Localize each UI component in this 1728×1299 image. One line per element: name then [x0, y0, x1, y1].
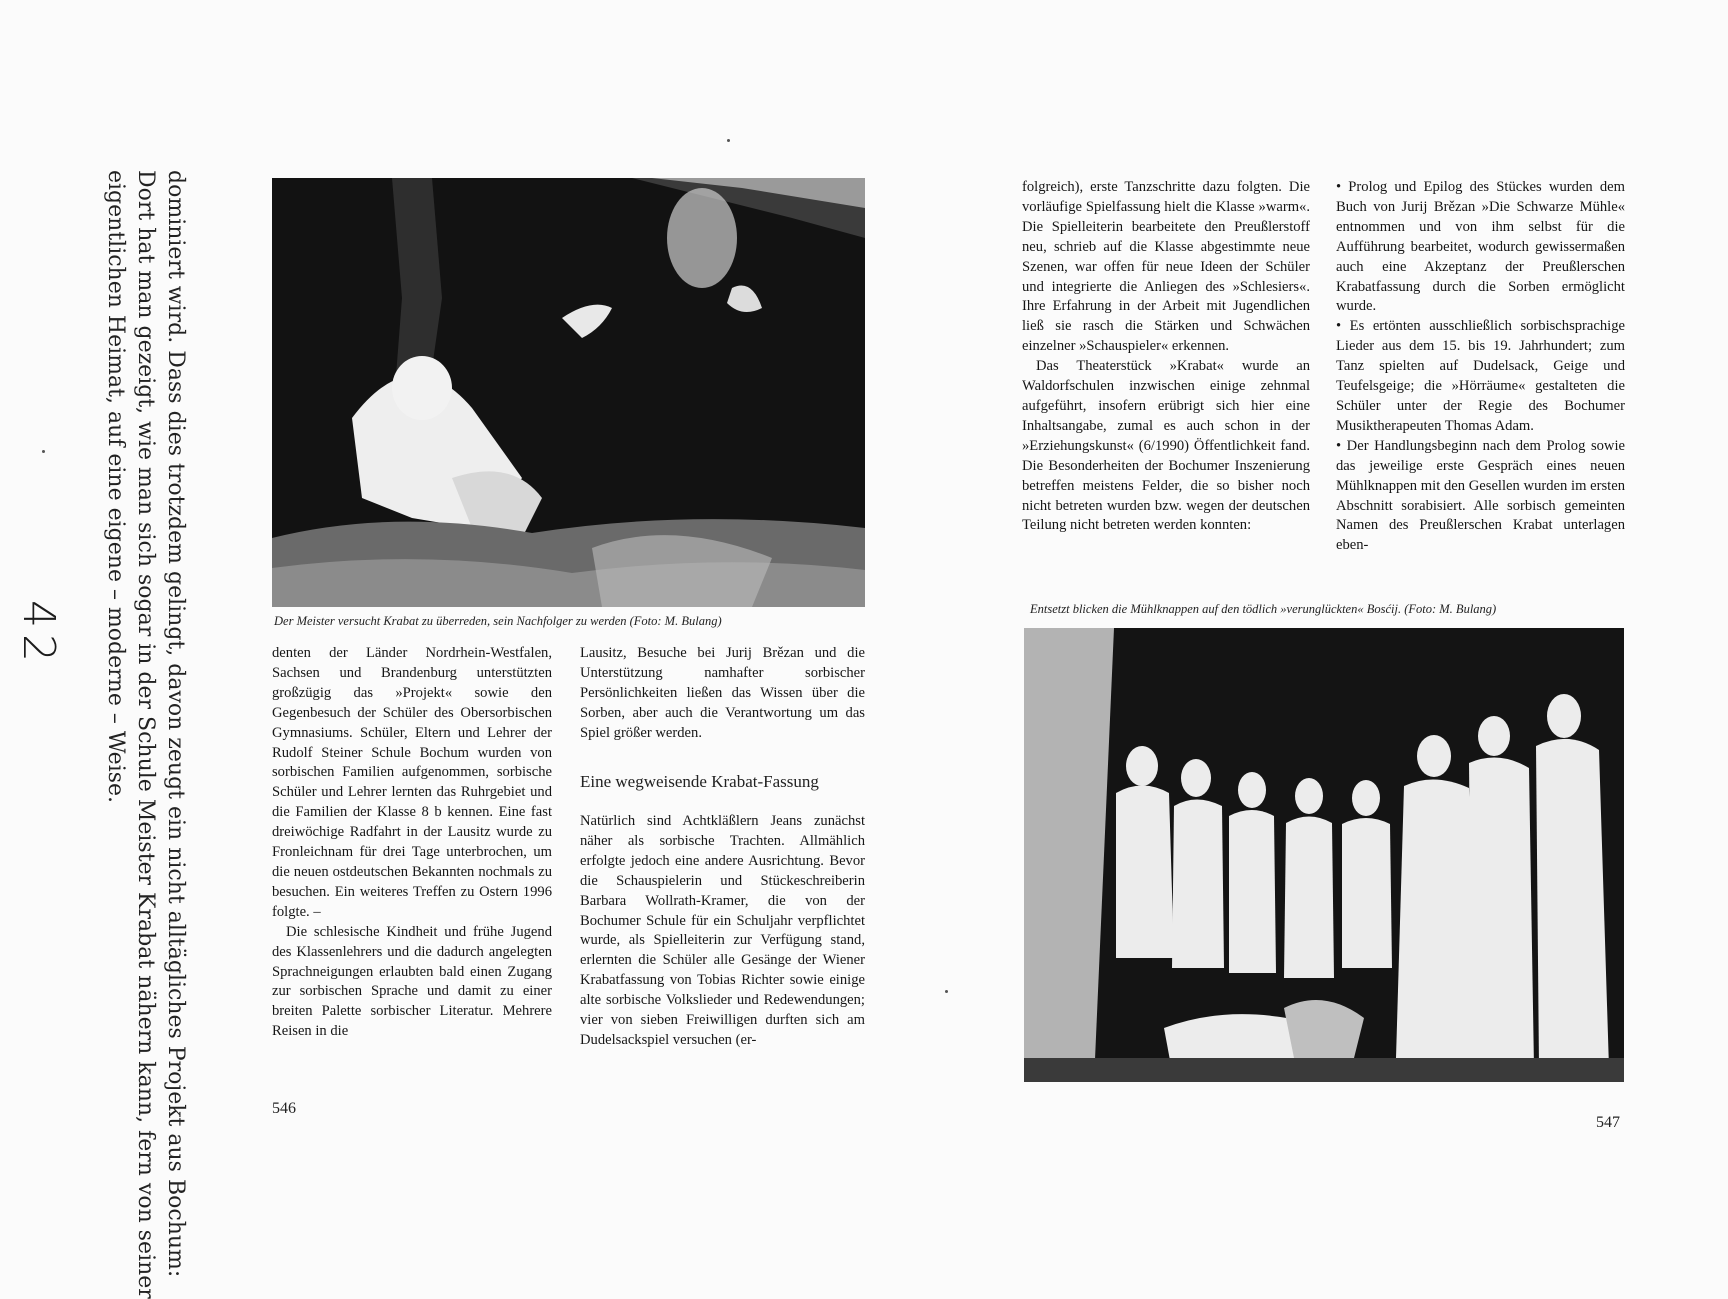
margin-note-line: dominiert wird. Dass dies trotzdem gelingt, davon zeugt ein nicht alltägliches Projekt aus Bochum: — [163, 170, 188, 1278]
photo-caption-left: Der Meister versucht Krabat zu überreden, sein Nachfolger zu werden (Foto: M. Bulang) — [274, 614, 722, 628]
paragraph: folgreich), erste Tanzschritte dazu folgten. Die vorläufige Spielfassung hielt die Klasse »warm«. Die Spielleiterin bearbeitete den Preußlerstoff neu, schrieb auf die Klasse abgestimmte neue Szenen, war offen für neue Ideen der Schüler und integrierte die Anliegen des »Schlesiers«. Ihre Erfahrung in der Arbeit mit Jugendlichen ließ sie rasch die Stärken und Schwächen einzelner »Schauspieler« erkennen. — [1022, 179, 1310, 355]
paragraph: • Der Handlungsbeginn nach dem Prolog sowie das jeweilige erste Gespräch eines neuen Mühlknappen mit den Gesellen wurden im ersten Abschnitt sorabisiert. Alle sorbisch gemeinten Namen des Preußlerschen Krabat unterlagen eben- — [1336, 437, 1625, 554]
page-number-right: 547 — [1596, 1114, 1620, 1131]
photo-meister-krabat — [272, 178, 865, 607]
margin-note — [103, 170, 194, 1299]
paragraph: • Prolog und Epilog des Stückes wurden dem Buch von Jurij Brězan »Die Schwarze Mühle« entnommen und von ihm selbst für die Aufführung bearbeitet, wodurch gewissermaßen auch eine Akzeptanz der Preußlerschen Krabatfassung durch die Sorben ermöglicht wurde. — [1336, 179, 1625, 315]
photo-caption-right: Entsetzt blicken die Mühlknappen auf den tödlich »verunglückten« Bosćij. (Foto: M. Bulang) — [1030, 602, 1497, 616]
paragraph: Natürlich sind Achtkläßlern Jeans zunächst näher als sorbische Trachten. Allmählich erfolgte jedoch eine andere Ausrichtung. Bevor die Schauspielerin und Stückeschreiberin Barbara Wollrath-Kramer, die von der Bochumer Schule für ein Schuljahr verpflichtet wurde, als Spielleiterin zur Verfügung stand, erlernten die Schüler alle Gesänge der Wiener Krabatfassung von Tobias Richter sowie einige alte sorbische Volkslieder und Redewendungen; vier von sieben Freiwilligen durften sich am Dudelsackspiel versuchen (er- — [580, 813, 865, 1048]
scan-speck — [945, 990, 948, 993]
paragraph: denten der Länder Nordrhein-Westfalen, Sachsen und Brandenburg unterstützten großzügig das »Projekt« sowie den Gegenbesuch der Schüler des Obersorbischen Gymnasiums. Schüler, Eltern und Lehrer der Rudolf Steiner Schule Bochum wurden von sorbischen Familien aufgenommen, sorbische Schüler und Lehrer lernten das Ruhrgebiet und die Familien der Klasse 8 b kennen. Eine fast dreiwöchige Radfahrt in der Lausitz wurde zu Fronleichnam für drei Tage unterbrochen, um die neuen ostdeutschen Bekannten nochmals zu besuchen. Ein weiteres Treffen zu Ostern 1996 folgte. – — [272, 645, 552, 920]
right-page-column-1 — [1022, 178, 1310, 536]
scan-speck — [42, 450, 45, 453]
section-heading: Eine wegweisende Krabat-Fassung — [580, 772, 819, 791]
photo-muehlknappen — [1024, 628, 1624, 1082]
left-page-column-2-body — [580, 812, 865, 1051]
left-page-column-2-top — [580, 644, 865, 744]
margin-note-line: eigentlichen Heimat, auf eine eigene – moderne – Weise. — [103, 170, 128, 804]
left-page-column-1 — [272, 644, 552, 1042]
paragraph: Lausitz, Besuche bei Jurij Brězan und die Unterstützung namhafter sorbischer Persönlichkeiten ließen das Wissen über die Sorben, aber auch die Verantwortung um das Spiel größer werden. — [580, 645, 865, 741]
scan-speck — [727, 139, 730, 142]
paragraph: Die schlesische Kindheit und frühe Jugend des Klassenlehrers und die dadurch angelegten Sprachneigungen erlaubten bald einen Zugang zur sorbischen Sprache und damit zu einer breiten Palette sorbischer Literatur. Mehrere Reisen in die — [272, 923, 552, 1040]
right-page-column-2 — [1336, 178, 1625, 556]
handwritten-number: 42 — [13, 600, 64, 668]
paragraph: • Es ertönten ausschließlich sorbischsprachige Lieder aus dem 15. bis 19. Jahrhundert; zum Tanz spielten auf Dudelsack, Geige und Teufelsgeige; die »Hörräume« gestalteten die Schüler unter der Regie des Bochumer Musiktherapeuten Thomas Adam. — [1336, 318, 1625, 434]
page-number-left: 546 — [272, 1100, 296, 1117]
margin-note-line: Dort hat man gezeigt, wie man sich sogar in der Schule Meister Krabat nähern kann, fern von seiner — [133, 170, 158, 1299]
paragraph: Das Theaterstück »Krabat« wurde an Waldorfschulen inzwischen einige zehnmal aufgeführt, insofern erübrigt sich hier eine Inhaltsangabe, zumal es auch schon in der »Erziehungskunst« (6/1990) Öffentlichkeit fand. Die Besonderheiten der Bochumer Inszenierung betreffen meistens Felder, die so bisher noch nicht betreten wurden bzw. wegen der deutschen Teilung nicht betreten werden konnten: — [1022, 358, 1310, 534]
